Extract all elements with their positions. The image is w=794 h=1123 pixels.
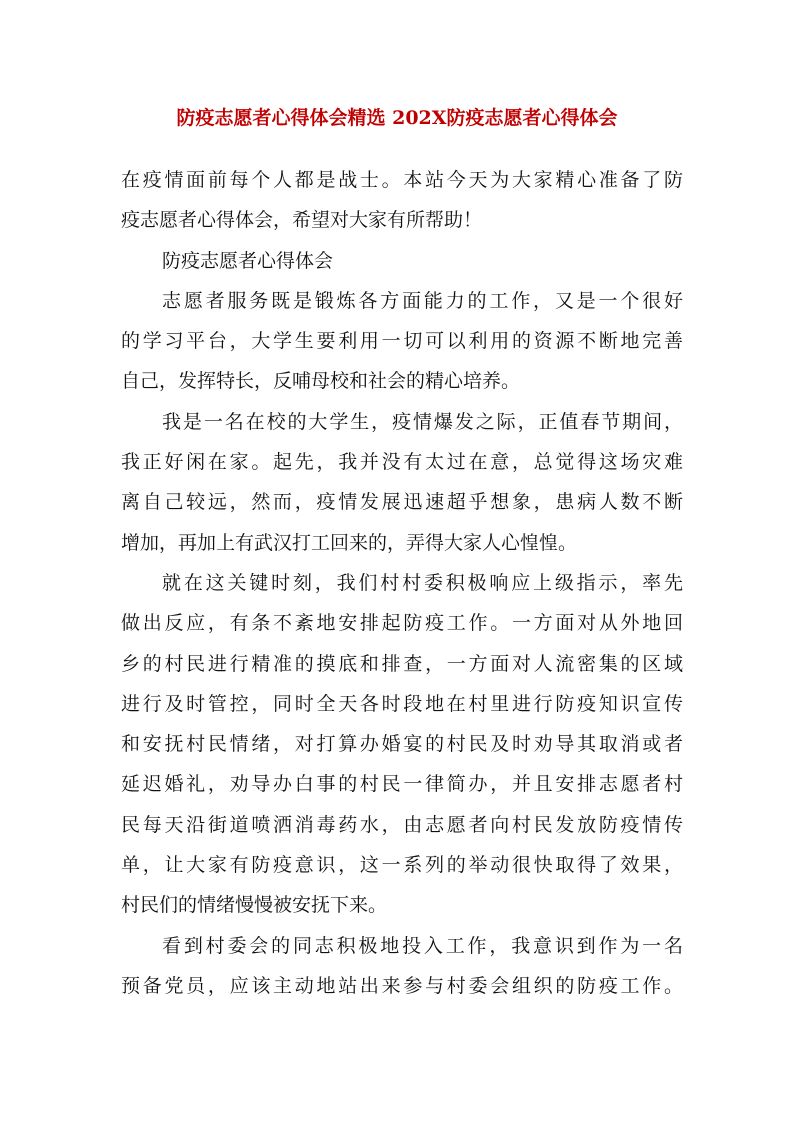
text-line: 做出反应，有条不紊地安排起防疫工作。一方面对从外地回 <box>121 612 683 635</box>
document-body <box>121 160 683 1006</box>
text-line: 单，让大家有防疫意识，这一系列的举动很快取得了效果， <box>121 854 683 877</box>
paragraph <box>121 563 683 926</box>
text-line: 的学习平台，大学生要利用一切可以利用的资源不断地完善 <box>121 330 683 353</box>
paragraph <box>121 160 683 241</box>
section-heading: 防疫志愿者心得体会 <box>162 249 334 272</box>
text-line: 疫志愿者心得体会，希望对大家有所帮助！ <box>121 209 483 232</box>
paragraph-heading <box>121 241 683 281</box>
text-line: 民每天沿街道喷洒消毒药水，由志愿者向村民发放防疫情传 <box>121 813 683 836</box>
text-line: 就在这关键时刻，我们村村委积极响应上级指示，率先 <box>162 571 683 594</box>
text-line: 离自己较远，然而，疫情发展迅速超乎想象，患病人数不断 <box>121 491 683 514</box>
text-line: 增加，再加上有武汉打工回来的，弄得大家人心惶惶。 <box>121 531 578 554</box>
document-title: 防疫志愿者心得体会精选 202X防疫志愿者心得体会 <box>176 107 618 129</box>
text-line: 预备党员，应该主动地站出来参与村委会组织的防疫工作。 <box>121 974 683 997</box>
text-line: 志愿者服务既是锻炼各方面能力的工作，又是一个很好 <box>162 289 683 312</box>
paragraph <box>121 281 683 402</box>
paragraph <box>121 402 683 563</box>
text-line: 我正好闲在家。起先，我并没有太过在意，总觉得这场灾难 <box>121 451 683 474</box>
text-line: 在疫情面前每个人都是战士。本站今天为大家精心准备了防 <box>121 169 683 191</box>
text-line: 自己，发挥特长，反哺母校和社会的精心培养。 <box>121 370 521 393</box>
text-line: 进行及时管控，同时全天各时段地在村里进行防疫知识宣传 <box>121 692 683 715</box>
text-line: 看到村委会的同志积极地投入工作，我意识到作为一名 <box>162 934 683 957</box>
text-line: 村民们的情绪慢慢被安抚下来。 <box>121 894 388 917</box>
text-line: 延迟婚礼，劝导办白事的村民一律简办，并且安排志愿者村 <box>121 773 683 796</box>
text-line: 乡的村民进行精准的摸底和排查，一方面对人流密集的区域 <box>121 652 683 675</box>
paragraph <box>121 926 683 1007</box>
text-line: 和安抚村民情绪，对打算办婚宴的村民及时劝导其取消或者 <box>121 733 683 756</box>
text-line: 我是一名在校的大学生，疫情爆发之际，正值春节期间， <box>162 410 683 433</box>
